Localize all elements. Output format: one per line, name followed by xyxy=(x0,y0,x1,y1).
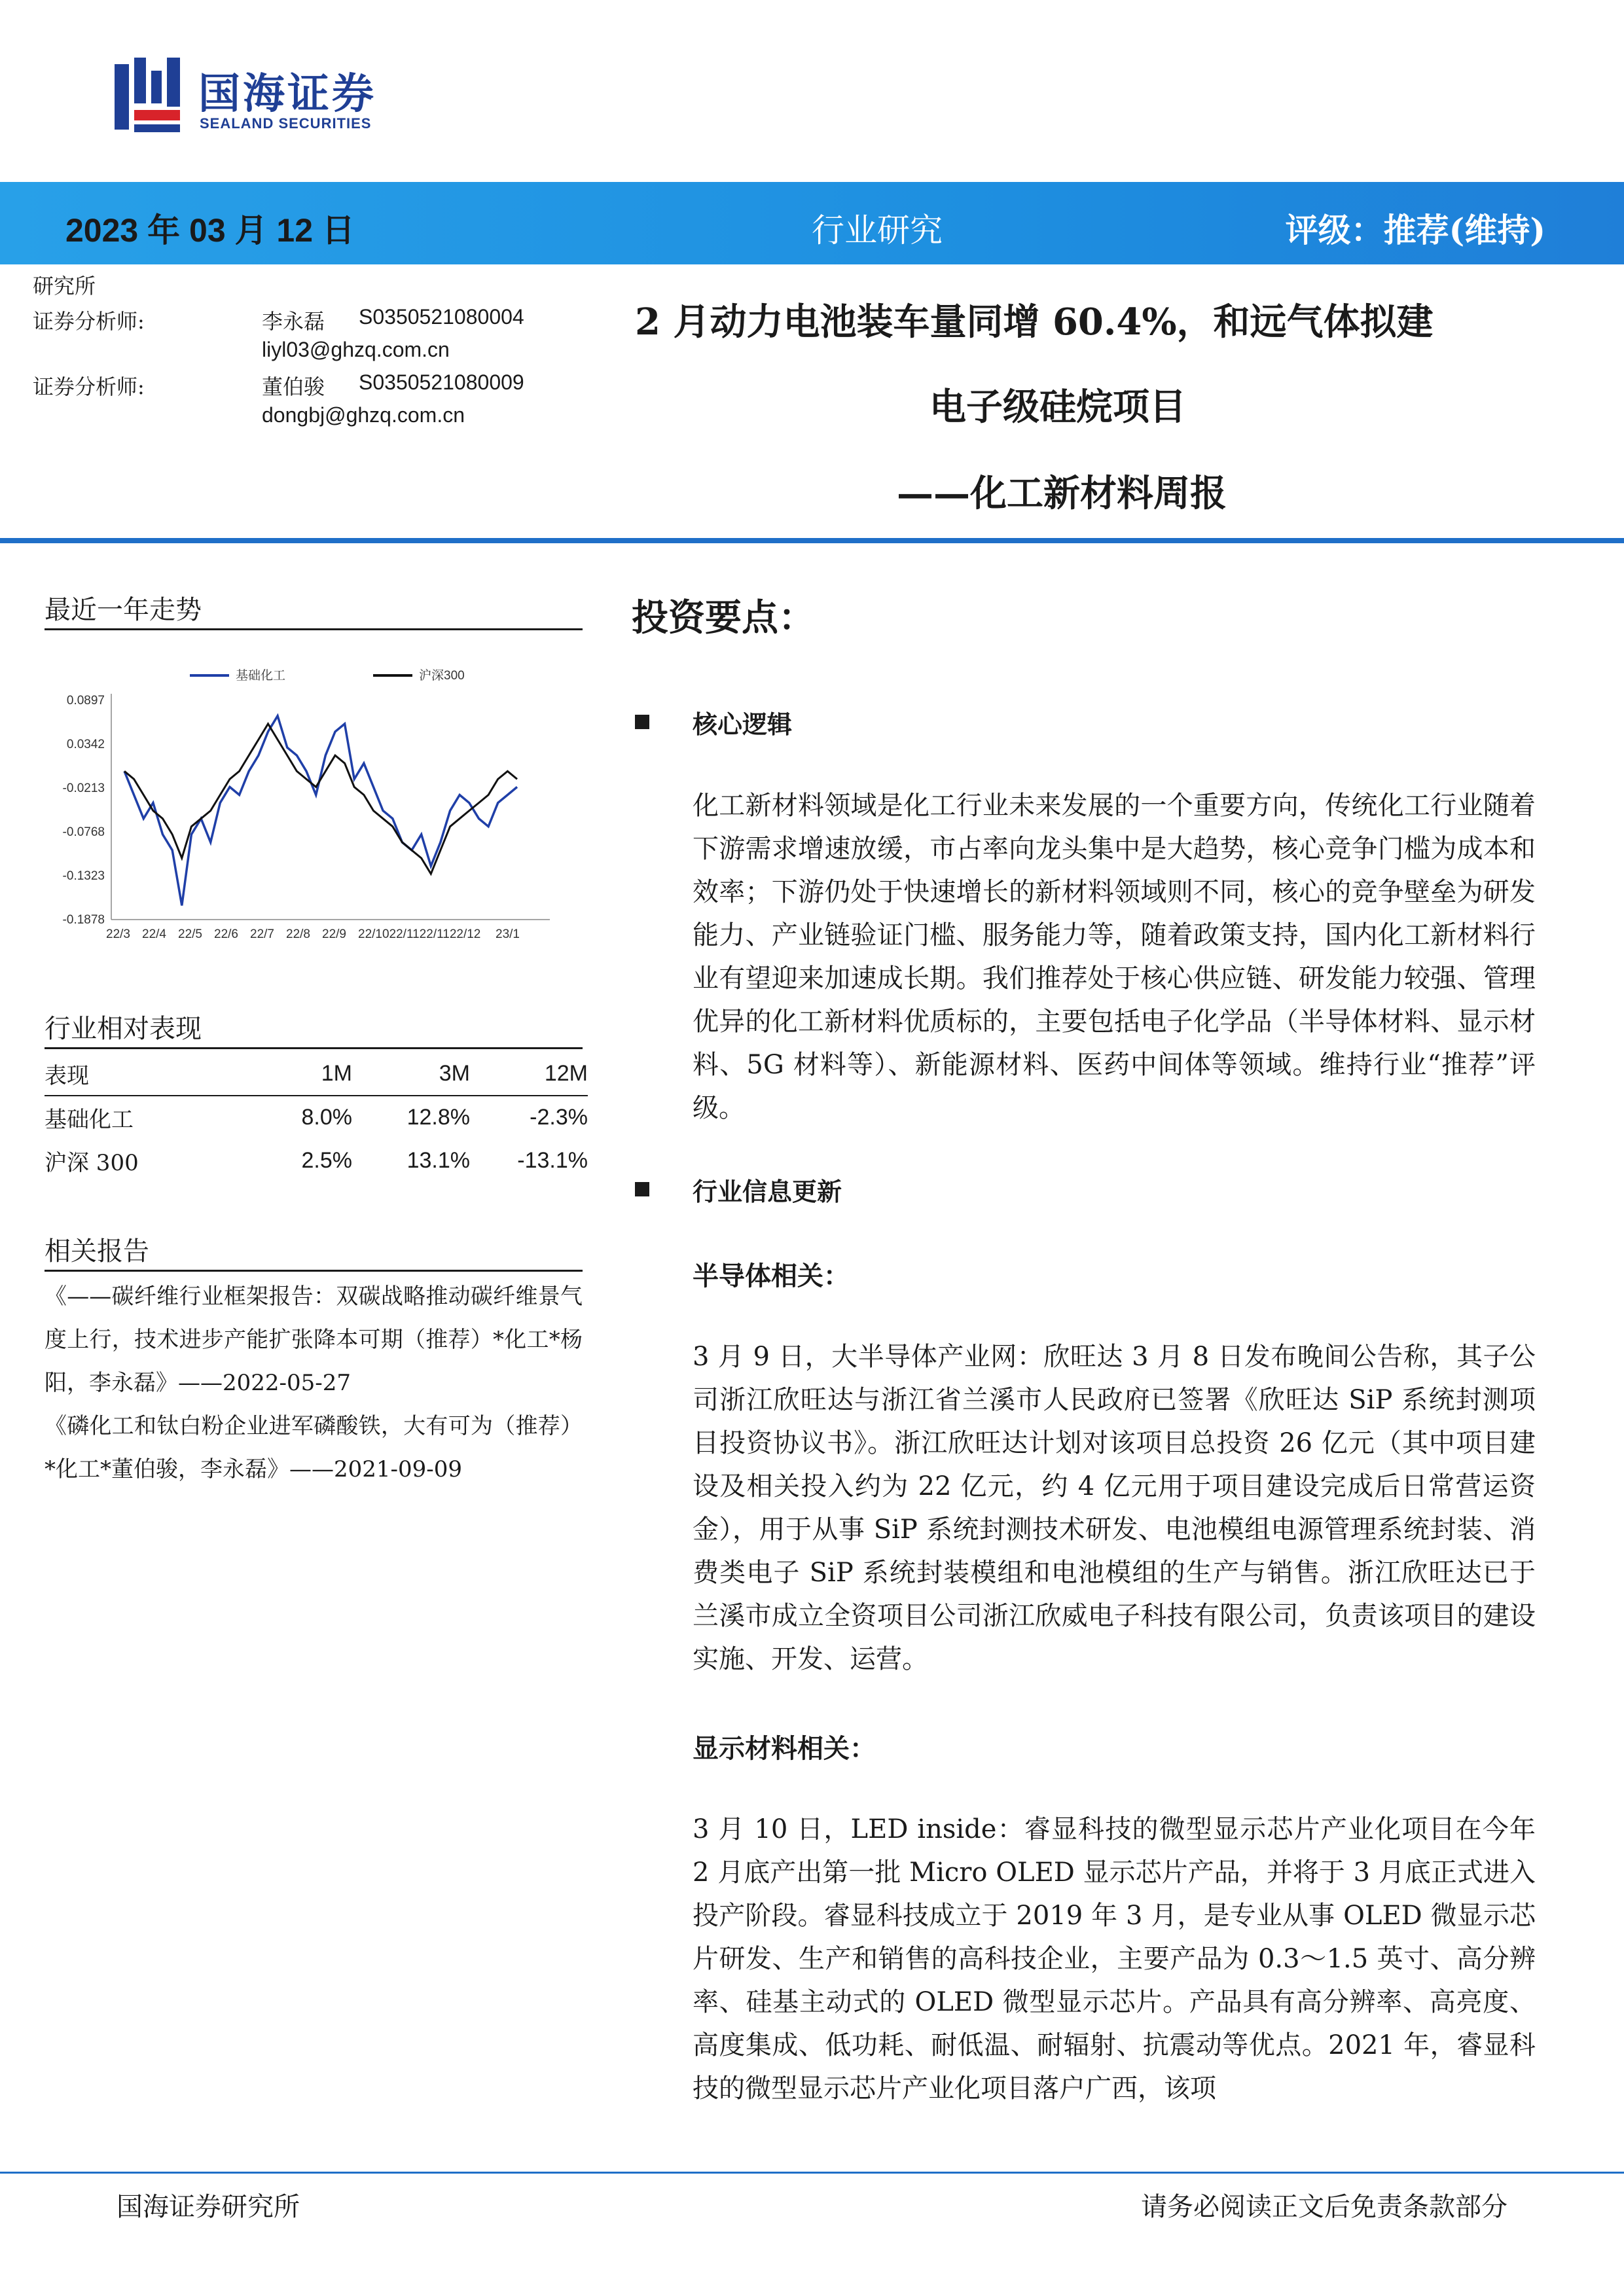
perf-cell: 基础化工 xyxy=(45,1107,134,1133)
logo-text-cn: 国海证券 xyxy=(198,70,376,118)
series-line-basic-chem xyxy=(124,716,517,906)
footer-right: 请务必阅读正文后免责条款部分 xyxy=(1141,2192,1507,2222)
header-banner xyxy=(0,182,1624,264)
x-tick-label: 22/9 xyxy=(322,927,346,941)
analyst-email-1[interactable]: liyl03@ghzq.com.cn xyxy=(262,338,450,361)
report-date: 2023 年 03 月 12 日 xyxy=(65,212,355,249)
bullet-square-icon xyxy=(635,1182,649,1199)
perf-header-cell: 3M xyxy=(439,1061,470,1086)
sealand-logo-icon xyxy=(115,58,187,135)
trend-heading: 最近一年走势 xyxy=(45,595,202,625)
core-logic-paragraph: 化工新材料领域是化工行业未来发展的一个重要方向，传统化工行业随着下游需求增速放缓，市占率向龙头集中是大趋势，核心竞争门槛为成本和效率；下游仍处于快速增长的新材料领域则不同，核心的竞争壁垒为研发能力、产业链验证门槛、服务能力等，随着政策支持，国内化工新材料行业有望迎来加速成长期。我们推荐处于核心供应链、研发能力较强、管理优异的化工新材料优质标的，主要包括电子化学品（半导体材料、显示材料、5G 材料等）、新能源材料、医药中间体等领域。维持行业“推荐”评级。 xyxy=(693,791,1536,1123)
perf-heading-rule xyxy=(45,1047,583,1049)
subsection-heading-semiconductor: 半导体相关： xyxy=(693,1261,850,1291)
x-tick-label: 22/1022/1122/1122/12 xyxy=(358,927,481,941)
perf-header-cell: 1M xyxy=(321,1061,352,1086)
x-tick-label: 22/7 xyxy=(250,927,274,941)
main-heading: 投资要点： xyxy=(632,596,815,639)
perf-cell: 12.8% xyxy=(406,1105,470,1130)
report-type: 行业研究 xyxy=(812,211,943,249)
x-tick-label: 22/8 xyxy=(286,927,310,941)
report-title-line1: 2 月动力电池装车量同增 60.4%，和远气体拟建 xyxy=(635,300,1434,344)
perf-heading: 行业相对表现 xyxy=(45,1014,202,1044)
related-report-2[interactable]: 《磷化工和钛白粉企业进军磷酸铁，大有可为（推荐）*化工*董伯骏，李永磊》——2021-09-09 xyxy=(45,1413,583,1482)
analyst-role-2: 证券分析师: xyxy=(33,374,145,399)
perf-cell: 沪深 300 xyxy=(45,1149,139,1176)
x-tick-label: 23/1 xyxy=(496,927,520,941)
related-report-1[interactable]: 《——碳纤维行业框架报告：双碳战略推动碳纤维景气度上行，技术进步产能扩张降本可期（推荐）*化工*杨阳，李永磊》——2022-05-27 xyxy=(45,1283,583,1396)
perf-table-header xyxy=(45,1052,588,1096)
trend-chart xyxy=(39,661,589,956)
analyst-name-1: 李永磊 xyxy=(262,309,325,334)
report-rating: 评级：推荐(维持) xyxy=(1285,211,1545,249)
analyst-role-1: 证券分析师: xyxy=(33,309,145,334)
y-tick-label: 0.0897 xyxy=(66,694,105,708)
report-title-line2: 电子级硅烷项目 xyxy=(929,386,1186,429)
report-subtitle: ——化工新材料周报 xyxy=(897,472,1227,515)
y-tick-label: -0.0768 xyxy=(62,825,105,839)
legend-label: 沪深300 xyxy=(419,669,465,683)
section-heading-core-logic: 核心逻辑 xyxy=(693,709,793,739)
perf-table xyxy=(45,1052,588,1182)
subsection-heading-display: 显示材料相关： xyxy=(693,1733,876,1764)
perf-header-cell: 表现 xyxy=(45,1063,89,1089)
x-tick-label: 22/5 xyxy=(178,927,202,941)
footer-divider xyxy=(0,2172,1624,2174)
legend-label: 基础化工 xyxy=(236,669,286,683)
bullet-square-icon xyxy=(635,715,649,732)
analyst-cert-2: S0350521080009 xyxy=(359,370,524,394)
x-tick-label: 22/3 xyxy=(106,927,130,941)
company-logo xyxy=(115,58,409,139)
analyst-cert-1: S0350521080004 xyxy=(359,305,524,329)
trend-chart-svg xyxy=(39,661,589,956)
display-paragraph: 3 月 10 日，LED inside：睿显科技的微型显示芯片产业化项目在今年 2 月底产出第一批 Micro OLED 显示芯片产品，并将于 3 月底正式进入投产阶段。睿显科技成立于 2019 年 3 月，是专业从事 OLED 微显示芯片研发、生产和销售的高科技企业，主要产品为 0.3～1.5 英寸、高分辨率、硅基主动式的 OLED 微型显示芯片。产品具有高分辨率、高亮度、高度集成、低功耗、耐低温、耐辐射、抗震动等优点。2021 年，睿显科技的微型显示芯片产业化项目落户广西，该项 xyxy=(693,1814,1536,2104)
footer-left: 国海证券研究所 xyxy=(117,2192,300,2222)
y-tick-label: -0.0213 xyxy=(62,781,105,795)
semiconductor-paragraph: 3 月 9 日，大半导体产业网：欣旺达 3 月 8 日发布晚间公告称，其子公司浙江欣旺达与浙江省兰溪市人民政府已签署《欣旺达 SiP 系统封测项目投资协议书》。浙江欣旺达计划对该项目总投资 26 亿元（其中项目建设及相关投入约为 22 亿元，约 4 亿元用于项目建设完成后日常营运资金），用于从事 SiP 系统封测技术研发、电池模组电源管理系统封装、消费类电子 SiP 系统封装模组和电池模组的生产与销售。浙江欣旺达已于兰溪市成立全资项目公司浙江欣威电子科技有限公司，负责该项目的建设实施、开发、运营。 xyxy=(693,1342,1536,1674)
related-heading-rule xyxy=(45,1270,583,1272)
perf-header-cell: 12M xyxy=(544,1061,588,1086)
trend-heading-rule xyxy=(45,628,583,630)
perf-cell: -13.1% xyxy=(517,1147,588,1173)
analyst-email-2[interactable]: dongbj@ghzq.com.cn xyxy=(262,403,465,427)
perf-cell: -2.3% xyxy=(530,1105,588,1130)
y-tick-label: 0.0342 xyxy=(66,738,105,751)
x-tick-label: 22/6 xyxy=(214,927,238,941)
title-divider xyxy=(0,538,1624,543)
table-row xyxy=(45,1139,588,1182)
y-tick-label: -0.1323 xyxy=(62,869,105,883)
perf-cell: 2.5% xyxy=(301,1147,352,1173)
table-row xyxy=(45,1096,588,1139)
perf-cell: 8.0% xyxy=(301,1105,352,1130)
perf-cell: 13.1% xyxy=(406,1147,470,1173)
related-heading: 相关报告 xyxy=(45,1236,149,1266)
y-tick-label: -0.1878 xyxy=(62,913,105,927)
x-tick-label: 22/4 xyxy=(142,927,166,941)
analyst-name-2: 董伯骏 xyxy=(262,374,325,399)
institute-label: 研究所 xyxy=(33,274,96,298)
logo-text-en: SEALAND SECURITIES xyxy=(200,115,372,132)
section-heading-industry-update: 行业信息更新 xyxy=(693,1177,842,1206)
